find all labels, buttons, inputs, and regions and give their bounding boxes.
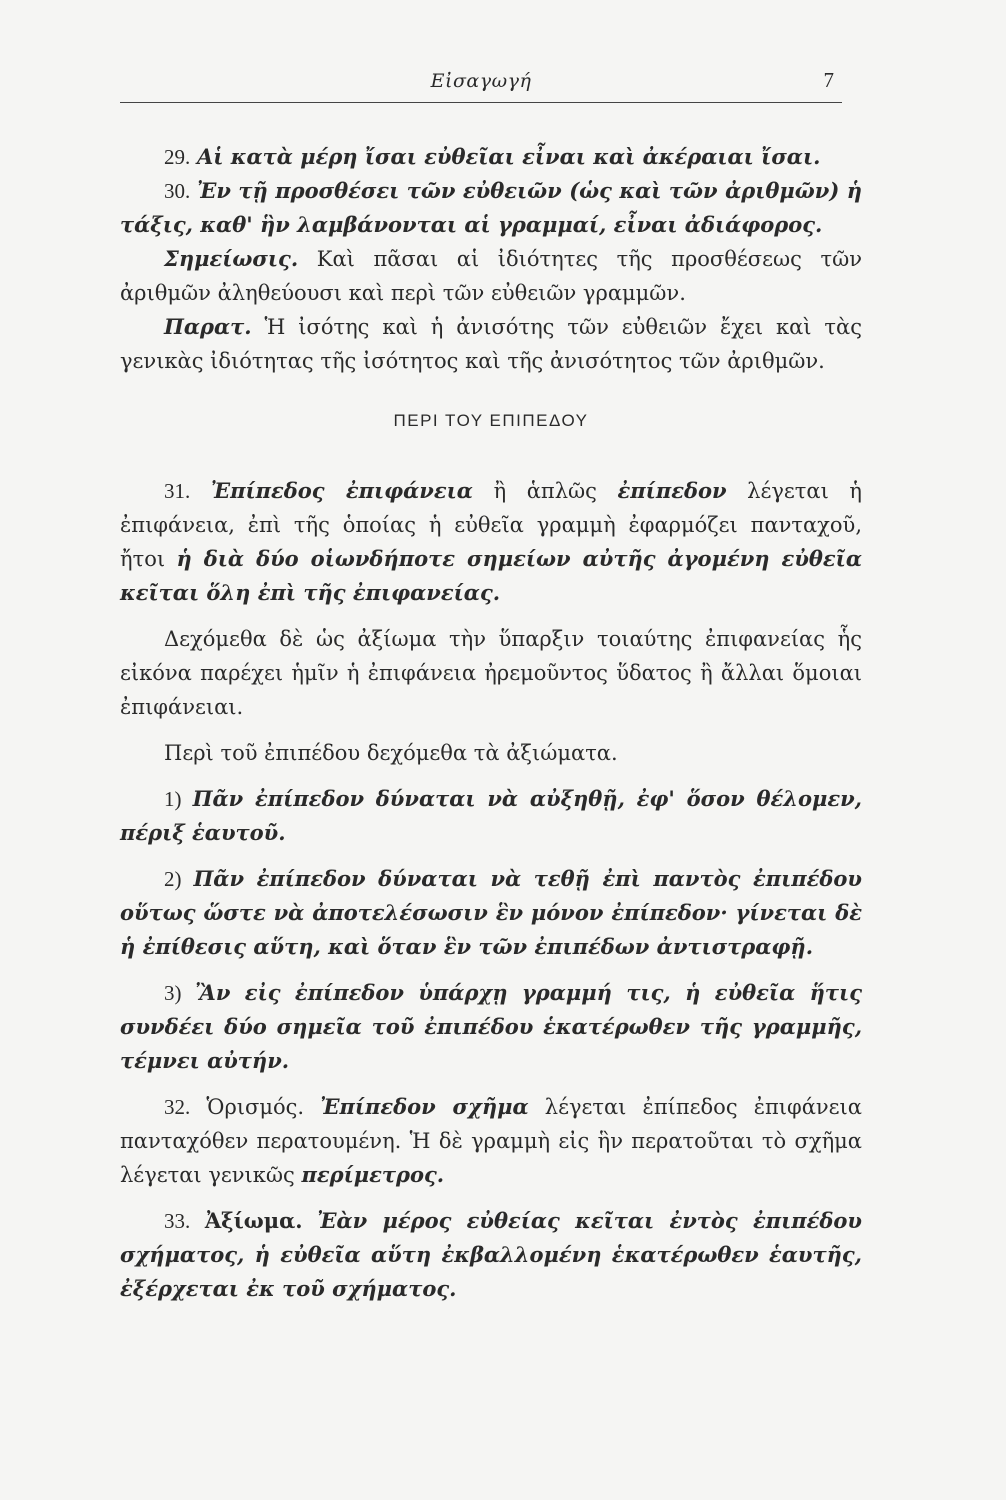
- paragraph-text: ἢ ἁπλῶς: [493, 479, 597, 503]
- axiom-label: Ἀξίωμα.: [204, 1208, 303, 1233]
- note-paragraph: [120, 242, 862, 310]
- axiom-number: 2): [164, 867, 182, 891]
- item-number: 30.: [164, 179, 191, 203]
- statement-text: Αἱ κατὰ μέρη ἴσαι εὐθεῖαι εἶναι καὶ ἀκέραιαι ἴσαι.: [196, 144, 821, 169]
- axioms-intro: Περὶ τοῦ ἐπιπέδου δεχόμεθα τὰ ἀξιώματα.: [164, 741, 618, 765]
- remark-label: Παρατ.: [164, 314, 252, 339]
- paragraph-32: [120, 1090, 862, 1192]
- axiom-1: [120, 782, 862, 850]
- axiom-text: Πᾶν ἐπίπεδον δύναται νὰ τεθῇ ἐπὶ παντὸς ἐπιπέδου οὕτως ὥστε νὰ ἀποτελέσωσιν ἓν μόνον ἐπίπεδον· γίνεται δὲ ἡ ἐπίθεσις αὕτη, καὶ ὅταν ἓν τῶν ἐπιπέδων ἀντιστραφῇ.: [120, 866, 862, 959]
- running-header: [120, 62, 842, 103]
- axiom-text: Ἐὰν μέρος εὐθείας κεῖται ἐντὸς ἐπιπέδου σχήματος, ἡ εὐθεῖα αὕτη ἐκβαλλομένη ἑκατέρωθεν ἑαυτῆς, ἐξέρχεται ἐκ τοῦ σχήματος.: [120, 1208, 862, 1301]
- paragraph-text: λέγεται ἡ ἐπιφάνεια, ἐπὶ τῆς ὁποίας ἡ εὐθεῖα γραμμὴ ἐφαρμόζει πανταχοῦ, ἤτοι: [120, 479, 863, 571]
- page-body: [120, 140, 862, 1306]
- paragraph-text: λέγεται ἐπίπεδος ἐπιφάνεια πανταχόθεν περατουμένη. Ἡ δὲ γραμμὴ εἰς ἣν περατοῦται τὸ σχῆμα λέγεται γενικῶς: [120, 1095, 862, 1187]
- note-text: Καὶ πᾶσαι αἱ ἰδιότητες τῆς προσθέσεως τῶν ἀριθμῶν ἀληθεύουσι καὶ περὶ τῶν εὐθειῶν γραμμῶν.: [120, 247, 862, 305]
- item-number: 31.: [164, 479, 191, 503]
- section-heading: ΠΕΡΙ ΤΟΥ ΕΠΙΠΕΔΟΥ: [393, 411, 589, 430]
- item-number: 33.: [164, 1209, 191, 1233]
- paragraph-33: [120, 1204, 862, 1306]
- page-number: 7: [823, 68, 834, 92]
- axiom-number: 1): [164, 787, 182, 811]
- defined-term: Ἐπίπεδον σχῆμα: [320, 1094, 529, 1119]
- running-title: Εἰσαγωγή: [430, 70, 532, 92]
- item-number: 29.: [164, 145, 191, 169]
- axiom-text: Ἂν εἰς ἐπίπεδον ὑπάρχῃ γραμμή τις, ἡ εὐθεῖα ἥτις συνδέει δύο σημεῖα τοῦ ἐπιπέδου ἑκατέρωθεν τῆς γραμμῆς, τέμνει αὐτήν.: [120, 980, 862, 1073]
- note-label: Σημείωσις.: [164, 246, 299, 271]
- defined-term: Ἐπίπεδος ἐπιφάνεια: [210, 478, 473, 503]
- axiom-3: [120, 976, 862, 1078]
- remark-paragraph: [120, 310, 862, 378]
- paragraph-29: [120, 140, 862, 174]
- paragraph-30: [120, 174, 862, 242]
- definition-label: Ὁρισμός.: [206, 1095, 305, 1119]
- defined-term: περίμετρος.: [301, 1162, 445, 1187]
- axiom-number: 3): [164, 981, 182, 1005]
- emphasis-text: ἡ διὰ δύο οἱωνδήποτε σημείων αὐτῆς ἀγομένη εὐθεῖα κεῖται ὅλη ἐπὶ τῆς ἐπιφανείας.: [120, 546, 862, 605]
- remark-text: Ἡ ἰσότης καὶ ἡ ἀνισότης τῶν εὐθειῶν ἔχει καὶ τὰς γενικὰς ἰδιότητας τῆς ἰσότητος καὶ τῆς ἀνισότητος τῶν ἀριθμῶν.: [120, 315, 862, 373]
- axiom-2: [120, 862, 862, 964]
- defined-term: ἐπίπεδον: [617, 478, 727, 503]
- item-number: 32.: [164, 1095, 191, 1119]
- statement-text: Ἐν τῇ προσθέσει τῶν εὐθειῶν (ὡς καὶ τῶν ἀριθμῶν) ἡ τάξις, καθ' ἣν λαμβάνονται αἱ γραμμαί, εἶναι ἀδιάφορος.: [120, 178, 862, 237]
- block-29-30: [120, 140, 862, 378]
- paragraph-31: [120, 474, 862, 610]
- axiom-text: Πᾶν ἐπίπεδον δύναται νὰ αὐξηθῇ, ἐφ' ὅσον θέλομεν, πέριξ ἑαυτοῦ.: [120, 786, 862, 845]
- acceptance-paragraph: Δεχόμεθα δὲ ὡς ἀξίωμα τὴν ὕπαρξιν τοιαύτης ἐπιφανείας ἧς εἰκόνα παρέχει ἡμῖν ἡ ἐπιφάνεια ἠρεμοῦντος ὕδατος ἢ ἄλλαι ὅμοιαι ἐπιφάνειαι.: [120, 627, 862, 719]
